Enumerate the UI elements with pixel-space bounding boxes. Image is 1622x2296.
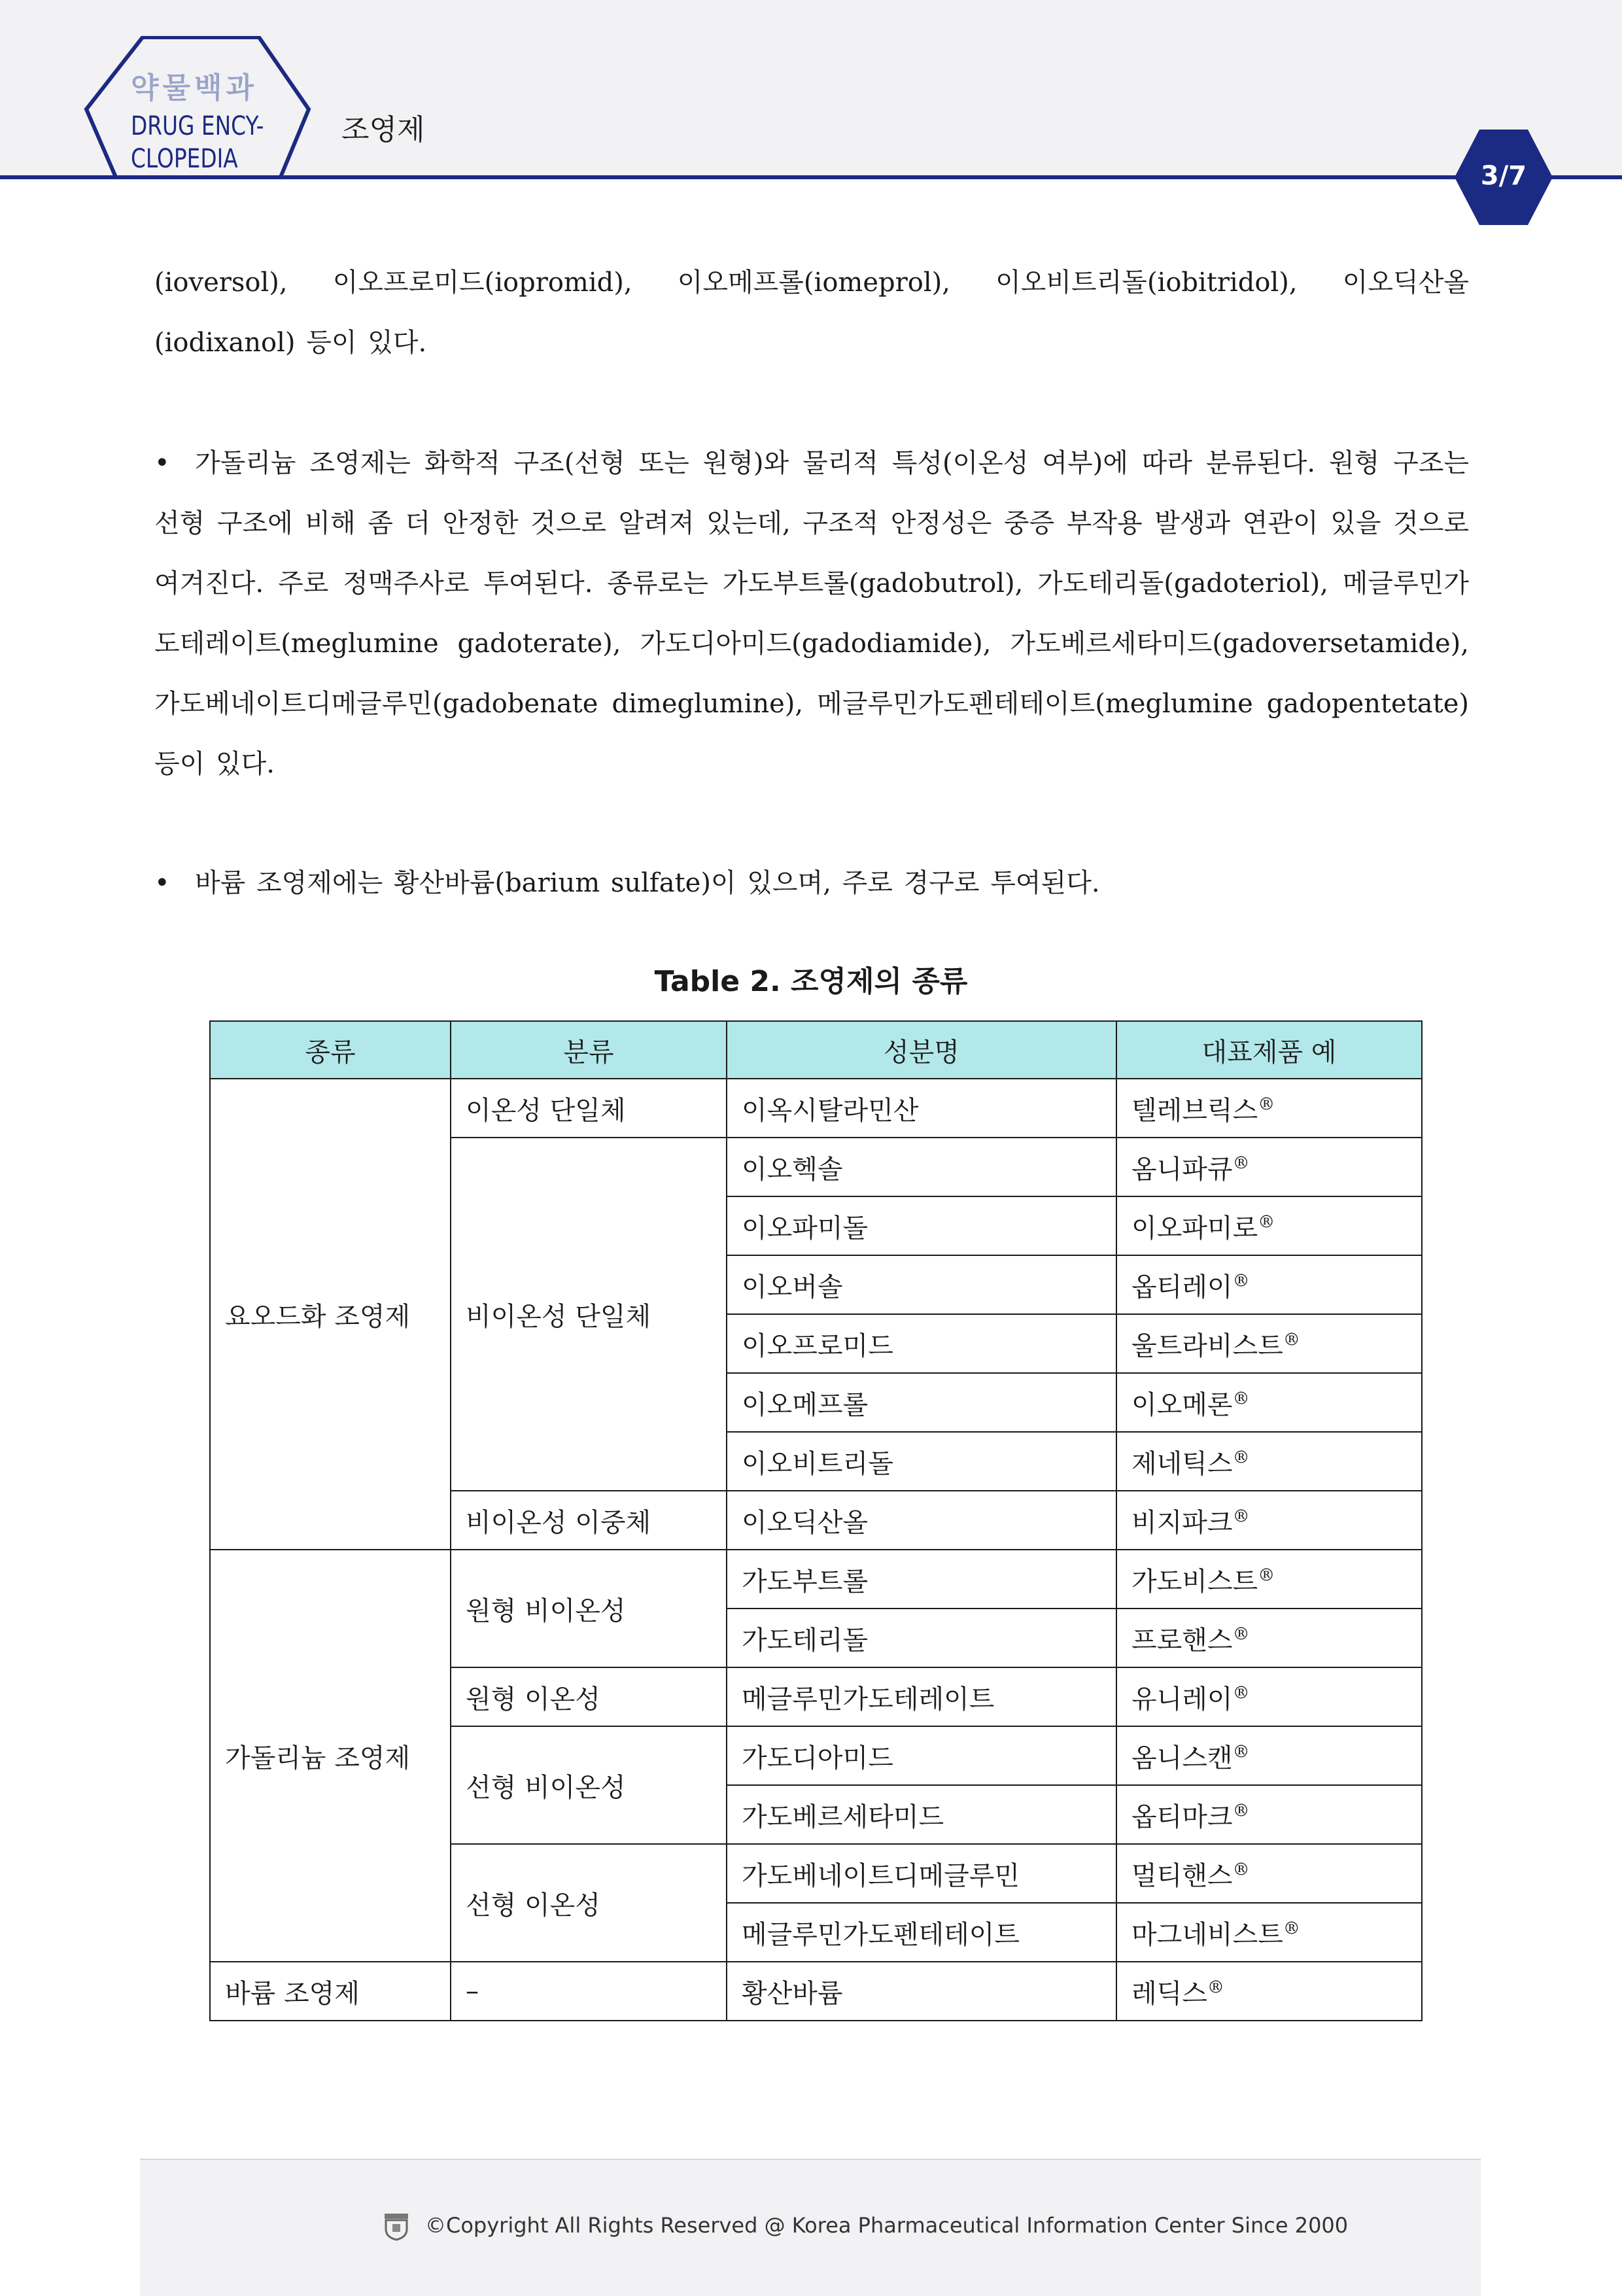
ingredient-cell: 이오프로미드 bbox=[727, 1314, 1116, 1373]
ingredient-cell: 이옥시탈라민산 bbox=[727, 1079, 1116, 1138]
product-cell: 프로핸스® bbox=[1116, 1609, 1422, 1667]
ingredient-cell: 메글루민가도테레이트 bbox=[727, 1667, 1116, 1726]
ingredient-cell: 황산바륨 bbox=[727, 1962, 1116, 2021]
ingredient-cell: 가도베르세타미드 bbox=[727, 1785, 1116, 1844]
logo-title: 약물백과 bbox=[131, 71, 258, 105]
paragraph-gadolinium-text: 가돌리늄 조영제는 화학적 구조(선형 또는 원형)와 물리적 특성(이온성 여부)에 따라 분류된다. 원형 구조는 선형 구조에 비해 좀 더 안정한 것으로 알려져 있는데, 구조적 안정성은 중증 부작용 발생과 연관이 있을 것으로 여겨진다. 주로 정맥주사로 투여된다. 종류로는 가도부트롤(gadobutrol), 가도테리돌(gadoteriol), 메글루민가도테레이트(meglumine gadoterate), 가도디아미드(gadodiamide), 가도베르세타미드(gadoversetamide), 가도베네이트디메글루민(gadobenate dimeglumine), 메글루민가도펜테테이트(meglumine gadopentetate) 등이 있다. bbox=[154, 448, 1469, 779]
ingredient-cell: 가도부트롤 bbox=[727, 1550, 1116, 1609]
product-cell: 레딕스® bbox=[1116, 1962, 1422, 2021]
product-cell: 유니레이® bbox=[1116, 1667, 1422, 1726]
class-cell: 비이온성 단일체 bbox=[451, 1138, 727, 1491]
ingredient-cell: 이오헥솔 bbox=[727, 1138, 1116, 1196]
product-cell: 이오메론® bbox=[1116, 1373, 1422, 1432]
product-cell: 옵티레이® bbox=[1116, 1255, 1422, 1314]
class-cell: 비이온성 이중체 bbox=[451, 1491, 727, 1550]
type-cell: 가돌리늄 조영제 bbox=[210, 1550, 451, 1962]
product-cell: 비지파크® bbox=[1116, 1491, 1422, 1550]
table-row bbox=[210, 1550, 1422, 1609]
paragraph-barium bbox=[154, 853, 1469, 913]
document-title: 조영제 bbox=[341, 113, 425, 147]
product-cell: 옴니스캔® bbox=[1116, 1726, 1422, 1785]
ingredient-cell: 이오파미돌 bbox=[727, 1196, 1116, 1255]
header-class: 분류 bbox=[451, 1021, 727, 1079]
ingredient-cell: 이오버솔 bbox=[727, 1255, 1116, 1314]
header-ingredient: 성분명 bbox=[727, 1021, 1116, 1079]
product-cell: 텔레브릭스® bbox=[1116, 1079, 1422, 1138]
product-cell: 옵티마크® bbox=[1116, 1785, 1422, 1844]
bullet: • bbox=[154, 868, 170, 898]
shield-crest-icon bbox=[383, 2212, 409, 2241]
ingredient-cell: 가도테리돌 bbox=[727, 1609, 1116, 1667]
bullet: • bbox=[154, 448, 170, 478]
contrast-agent-table bbox=[209, 1020, 1423, 2021]
ingredient-cell: 이오비트리돌 bbox=[727, 1432, 1116, 1491]
product-cell: 가도비스트® bbox=[1116, 1550, 1422, 1609]
class-cell: 선형 이온성 bbox=[451, 1844, 727, 1962]
table-header-row bbox=[210, 1021, 1422, 1079]
type-cell: 요오드화 조영제 bbox=[210, 1079, 451, 1550]
paragraph-barium-text: 바륨 조영제에는 황산바륨(barium sulfate)이 있으며, 주로 경구로 투여된다. bbox=[195, 868, 1100, 898]
ingredient-cell: 이오메프롤 bbox=[727, 1373, 1116, 1432]
table-caption: Table 2. 조영제의 종류 bbox=[654, 965, 968, 998]
product-cell: 옴니파큐® bbox=[1116, 1138, 1422, 1196]
ingredient-cell: 메글루민가도펜테테이트 bbox=[727, 1903, 1116, 1962]
product-cell: 멀티핸스® bbox=[1116, 1844, 1422, 1903]
product-cell: 이오파미로® bbox=[1116, 1196, 1422, 1255]
table-row bbox=[210, 1962, 1422, 2021]
logo-subtitle: DRUG ENCY- CLOPEDIA bbox=[131, 111, 264, 174]
class-cell: 선형 비이온성 bbox=[451, 1726, 727, 1844]
header-product: 대표제품 예 bbox=[1116, 1021, 1422, 1079]
product-cell: 울트라비스트® bbox=[1116, 1314, 1422, 1373]
ingredient-cell: 이오딕산올 bbox=[727, 1491, 1116, 1550]
product-cell: 마그네비스트® bbox=[1116, 1903, 1422, 1962]
class-cell: 원형 이온성 bbox=[451, 1667, 727, 1726]
product-cell: 제네틱스® bbox=[1116, 1432, 1422, 1491]
paragraph-gadolinium bbox=[154, 433, 1469, 794]
page-number: 3/7 bbox=[1480, 161, 1527, 191]
class-cell: 원형 비이온성 bbox=[451, 1550, 727, 1667]
ingredient-cell: 가도디아미드 bbox=[727, 1726, 1116, 1785]
paragraph-iodinated-continued: (ioversol), 이오프로미드(iopromid), 이오메프롤(iomeprol), 이오비트리돌(iobitridol), 이오딕산올(iodixanol) 등이 있다. bbox=[154, 268, 1469, 358]
type-cell: 바륨 조영제 bbox=[210, 1962, 451, 2021]
footer-copyright: ©Copyright All Rights Reserved @ Korea Pharmaceutical Information Center Since 2000 bbox=[425, 2213, 1349, 2238]
class-cell: 이온성 단일체 bbox=[451, 1079, 727, 1138]
class-cell: – bbox=[451, 1962, 727, 2021]
table-row bbox=[210, 1079, 1422, 1138]
header-type: 종류 bbox=[210, 1021, 451, 1079]
ingredient-cell: 가도베네이트디메글루민 bbox=[727, 1844, 1116, 1903]
